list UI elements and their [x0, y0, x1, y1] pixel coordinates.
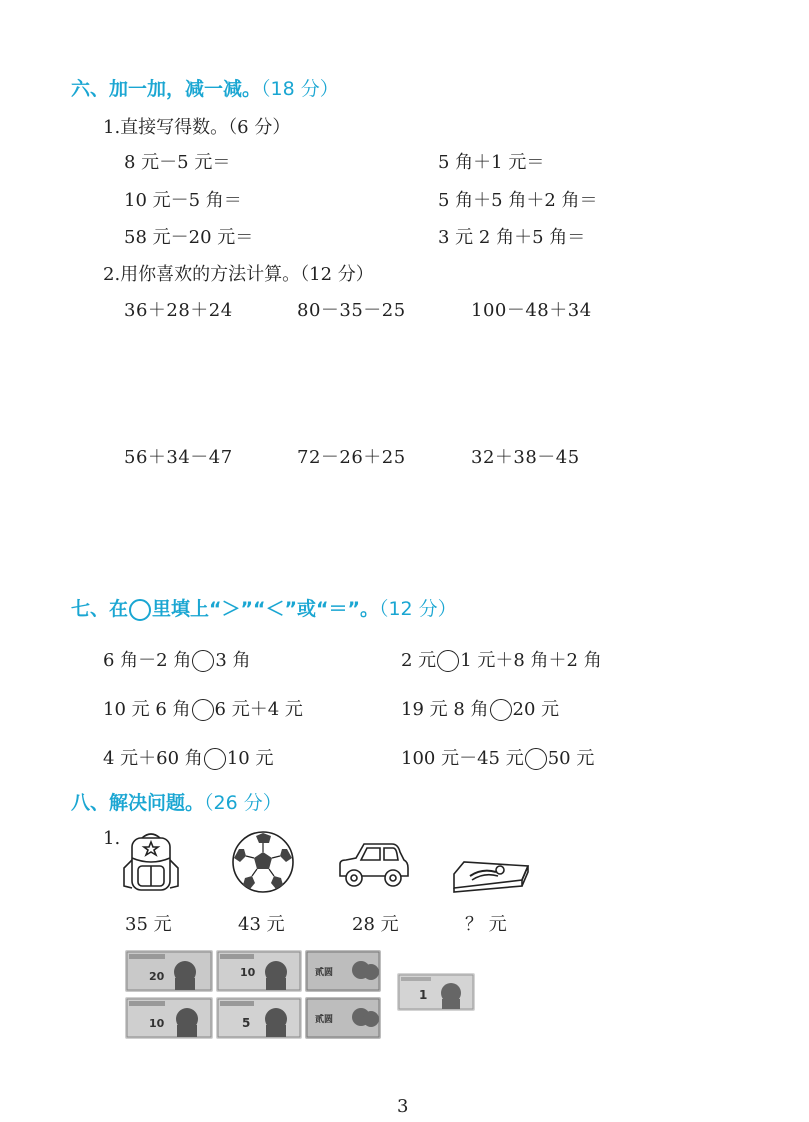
banknote-value: 10	[240, 966, 256, 979]
banknote-5-yuan	[216, 997, 302, 1039]
compare-item	[401, 695, 559, 721]
q6-1-title: 1.直接写得数。（6 分）	[103, 117, 291, 138]
compare-right: 10 元	[226, 748, 274, 769]
compare-item	[401, 744, 594, 770]
answer-circle[interactable]	[437, 650, 459, 672]
eq-item: 10 元－5 角＝	[124, 190, 242, 211]
banknote-10-yuan	[216, 950, 302, 992]
answer-circle[interactable]	[490, 699, 512, 721]
section-8-title: 八、解决问题。	[71, 792, 205, 814]
banknote-20-yuan	[125, 950, 213, 992]
pencil-case-icon	[448, 858, 532, 894]
eq-item: 8 元－5 元＝	[124, 152, 231, 173]
section-6-heading	[71, 74, 339, 101]
compare-right: 50 元	[547, 748, 595, 769]
price-label: 28 元	[352, 914, 399, 935]
soccer-ball-icon	[231, 830, 295, 894]
q8-1-label: 1.	[103, 828, 121, 849]
compare-left: 6 角－2 角	[103, 650, 192, 671]
compare-left: 100 元－45 元	[401, 748, 524, 769]
compare-left: 2 元	[401, 650, 437, 671]
banknote-value: 贰圆	[315, 1015, 334, 1025]
banknote-value: 贰圆	[315, 968, 334, 978]
price-label: 43 元	[238, 914, 285, 935]
compare-right: 20 元	[512, 699, 560, 720]
compare-right: 1 元＋8 角＋2 角	[460, 650, 602, 671]
banknote-value: 10	[149, 1017, 165, 1030]
calc-item: 36＋28＋24	[124, 300, 233, 321]
section-7-heading	[71, 594, 457, 621]
price-label: ？ 元	[465, 914, 507, 935]
section-7-title-b: 里填上“＞”“＜”或“＝”。	[152, 598, 379, 620]
section-8-heading	[71, 788, 282, 815]
banknote-1-yuan	[397, 973, 475, 1011]
answer-circle[interactable]	[525, 748, 547, 770]
calc-item: 32＋38－45	[471, 447, 580, 468]
calc-item: 80－35－25	[297, 300, 406, 321]
answer-circle[interactable]	[204, 748, 226, 770]
banknote-value: 20	[149, 970, 165, 983]
compare-item	[103, 744, 273, 770]
section-7-points: （12 分）	[378, 598, 457, 620]
compare-item	[103, 646, 251, 672]
banknote-2-yuan-old	[305, 950, 381, 992]
price-label: 35 元	[125, 914, 172, 935]
compare-right: 3 角	[215, 650, 251, 671]
calc-item: 72－26＋25	[297, 447, 406, 468]
section-6-title: 六、加一加，减一减。	[71, 78, 262, 100]
section-8-points: （26 分）	[204, 792, 282, 814]
banknote-2-yuan-old	[305, 997, 381, 1039]
circle-icon	[129, 599, 151, 621]
page-number: 3	[397, 1096, 409, 1117]
eq-item: 5 角＋5 角＋2 角＝	[438, 190, 598, 211]
eq-item: 3 元 2 角＋5 角＝	[438, 227, 586, 248]
banknote-10-yuan	[125, 997, 213, 1039]
q6-2-title: 2.用你喜欢的方法计算。（12 分）	[103, 264, 374, 285]
compare-item	[401, 646, 602, 672]
banknote-value: 5	[242, 1016, 251, 1030]
eq-item: 5 角＋1 元＝	[438, 152, 545, 173]
answer-circle[interactable]	[192, 650, 214, 672]
banknote-value: 1	[419, 988, 428, 1002]
calc-item: 100－48＋34	[471, 300, 592, 321]
answer-circle[interactable]	[192, 699, 214, 721]
compare-left: 19 元 8 角	[401, 699, 489, 720]
calc-item: 56＋34－47	[124, 447, 233, 468]
compare-right: 6 元＋4 元	[214, 699, 303, 720]
compare-left: 4 元＋60 角	[103, 748, 203, 769]
section-6-points: （18 分）	[261, 78, 339, 100]
compare-item	[103, 695, 303, 721]
backpack-icon	[120, 828, 182, 896]
toy-car-icon	[336, 838, 412, 894]
section-7-title-a: 七、在	[71, 598, 129, 620]
compare-left: 10 元 6 角	[103, 699, 191, 720]
eq-item: 58 元－20 元＝	[124, 227, 254, 248]
